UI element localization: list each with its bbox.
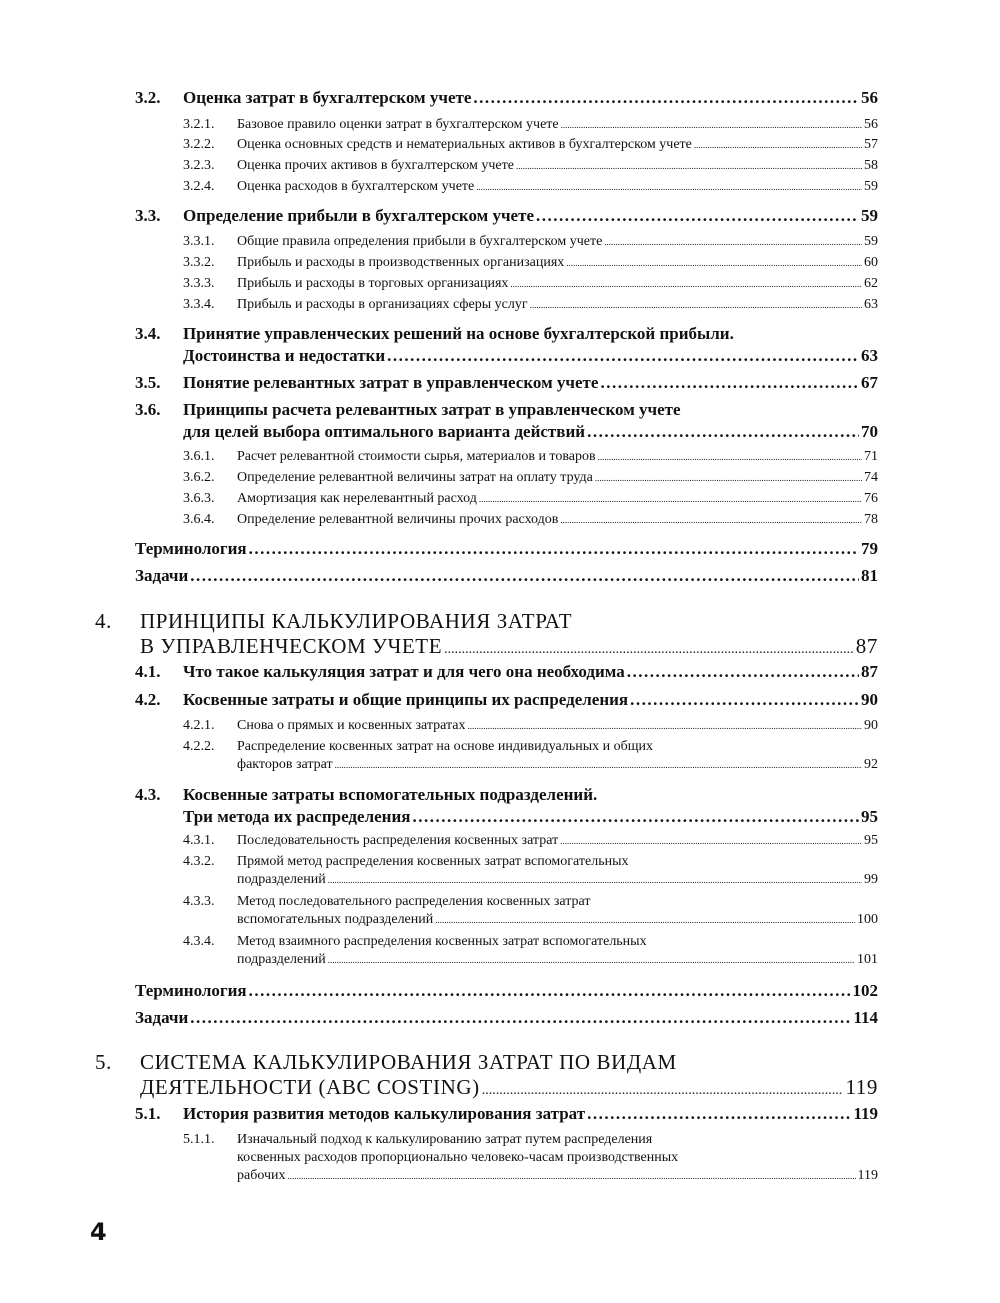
entry-title: Задачи xyxy=(135,1008,189,1027)
page-ref: 56 xyxy=(861,88,878,107)
dot-leader xyxy=(560,515,862,525)
dot-leader xyxy=(473,88,859,108)
dot-leader xyxy=(510,279,862,289)
subsection-title: Оценка прочих активов в бухгалтерском учете xyxy=(237,158,514,173)
toc-entry-4-3-4[interactable] xyxy=(183,934,878,968)
toc-entry-3-3-3[interactable] xyxy=(183,276,878,292)
section-number: 4.1. xyxy=(135,662,161,681)
dot-leader xyxy=(190,566,859,586)
dot-leader xyxy=(561,120,862,130)
toc-entry-tasks-4[interactable] xyxy=(135,1008,878,1028)
entry-title: Терминология xyxy=(135,539,247,558)
subsection-title: Оценка основных средств и нематериальных активов в бухгалтерском учете xyxy=(237,137,692,152)
toc-entry-3-6-4[interactable] xyxy=(183,512,878,528)
page-ref: 90 xyxy=(861,690,878,709)
dot-leader xyxy=(387,346,859,366)
section-title: Определение прибыли в бухгалтерском учете xyxy=(183,206,534,225)
subsection-number: 3.2.1. xyxy=(183,117,215,132)
dot-leader xyxy=(288,1171,856,1181)
page-ref: 62 xyxy=(864,276,878,291)
toc-entry-4-3-1[interactable] xyxy=(183,833,878,849)
page-ref: 59 xyxy=(861,206,878,225)
page-ref: 56 xyxy=(864,117,878,132)
subsection-title-line2: подразделений xyxy=(237,872,326,887)
subsection-title: Базовое правило оценки затрат в бухгалтерском учете xyxy=(237,117,559,132)
section-title-line1: Принятие управленческих решений на основе бухгалтерской прибыли. xyxy=(183,324,734,343)
subsection-number: 4.3.2. xyxy=(183,854,215,869)
page-ref: 119 xyxy=(845,1075,878,1099)
subsection-number: 3.6.3. xyxy=(183,491,215,506)
section-number: 5.1. xyxy=(135,1104,161,1123)
dot-leader xyxy=(479,494,862,504)
toc-entry-3-3-2[interactable] xyxy=(183,255,878,271)
page-ref: 70 xyxy=(861,422,878,441)
dot-leader xyxy=(694,140,862,150)
section-title-line2: Достоинства и недостатки xyxy=(183,346,386,365)
toc-entry-3-2-1[interactable] xyxy=(183,117,878,133)
dot-leader xyxy=(444,642,854,658)
dot-leader xyxy=(335,760,862,770)
subsection-title-line2: вспомогательных подразделений xyxy=(237,912,434,927)
subsection-number: 3.3.2. xyxy=(183,255,215,270)
toc-entry-3-6-1[interactable] xyxy=(183,449,878,465)
subsection-title: Последовательность распределения косвенных затрат xyxy=(237,833,559,848)
subsection-number: 3.2.3. xyxy=(183,158,215,173)
toc-entry-tasks-3[interactable] xyxy=(135,566,878,586)
subsection-number: 3.3.1. xyxy=(183,234,215,249)
dot-leader xyxy=(627,662,859,682)
section-title-line2: для целей выбора оптимального варианта действий xyxy=(183,422,586,441)
toc-entry-4-3[interactable] xyxy=(135,785,878,827)
page-number: 4 xyxy=(90,1218,107,1246)
toc-entry-3-3[interactable] xyxy=(135,206,878,226)
page-ref: 57 xyxy=(864,137,878,152)
subsection-number: 4.2.1. xyxy=(183,718,215,733)
page-ref: 100 xyxy=(857,912,878,927)
subsection-title: Амортизация как нерелевантный расход xyxy=(237,491,477,506)
subsection-title: Общие правила определения прибыли в бухгалтерском учете xyxy=(237,234,603,249)
toc-entry-3-6-3[interactable] xyxy=(183,491,878,507)
page-ref: 67 xyxy=(861,373,878,392)
page-ref: 63 xyxy=(861,346,878,365)
subsection-title-line1: Метод взаимного распределения косвенных затрат вспомогательных xyxy=(237,934,647,949)
page-ref: 101 xyxy=(857,952,878,967)
dot-leader xyxy=(595,473,862,483)
section-number: 3.3. xyxy=(135,206,161,225)
subsection-title-line1: Метод последовательного распределения косвенных затрат xyxy=(237,894,591,909)
dot-leader xyxy=(516,161,862,171)
subsection-number: 3.2.2. xyxy=(183,137,215,152)
page-ref: 95 xyxy=(864,833,878,848)
toc-entry-3-2-2[interactable] xyxy=(183,137,878,153)
subsection-title: Расчет релевантной стоимости сырья, материалов и товаров xyxy=(237,449,596,464)
chapter-title-line1: СИСТЕМА КАЛЬКУЛИРОВАНИЯ ЗАТРАТ ПО ВИДАМ xyxy=(140,1050,677,1074)
page-ref: 71 xyxy=(864,449,878,464)
page-ref: 102 xyxy=(852,981,878,1000)
chapter-title-line2: ДЕЯТЕЛЬНОСТИ (ABC COSTING) xyxy=(140,1075,480,1099)
toc-entry-3-2[interactable] xyxy=(135,88,878,108)
subsection-number: 4.2.2. xyxy=(183,739,215,754)
section-title: Что такое калькуляция затрат и для чего она необходима xyxy=(183,662,625,681)
dot-leader xyxy=(560,836,862,846)
dot-leader xyxy=(412,807,859,827)
subsection-number: 3.2.4. xyxy=(183,179,215,194)
dot-leader xyxy=(328,955,855,965)
dot-leader xyxy=(435,915,855,925)
toc-entry-3-2-4[interactable] xyxy=(183,179,878,195)
subsection-title: Прибыль и расходы в торговых организациях xyxy=(237,276,509,291)
toc-entry-4-2-1[interactable] xyxy=(183,718,878,734)
page-ref: 95 xyxy=(861,807,878,826)
subsection-title-line2: факторов затрат xyxy=(237,757,333,772)
entry-title: Терминология xyxy=(135,981,247,1000)
toc-entry-3-4[interactable] xyxy=(135,324,878,366)
section-number: 4.2. xyxy=(135,690,161,709)
dot-leader xyxy=(566,258,862,268)
toc-entry-4-2[interactable] xyxy=(135,690,878,710)
page-ref: 119 xyxy=(857,1168,878,1183)
dot-leader xyxy=(604,237,862,247)
page-ref: 59 xyxy=(864,234,878,249)
dot-leader xyxy=(249,539,859,559)
toc-entry-3-5[interactable] xyxy=(135,373,878,393)
page-ref: 60 xyxy=(864,255,878,270)
chapter-number: 4. xyxy=(95,609,112,633)
page-ref: 63 xyxy=(864,297,878,312)
section-title: История развития методов калькулирования затрат xyxy=(183,1104,586,1123)
toc-entry-5-1[interactable] xyxy=(135,1104,878,1124)
dot-leader xyxy=(482,1083,844,1099)
subsection-title: Определение релевантной величины прочих расходов xyxy=(237,512,559,527)
page-ref: 114 xyxy=(853,1008,878,1027)
section-number: 4.3. xyxy=(135,785,161,804)
dot-leader xyxy=(530,300,862,310)
section-number: 3.2. xyxy=(135,88,161,107)
dot-leader xyxy=(587,1104,851,1124)
subsection-number: 3.6.4. xyxy=(183,512,215,527)
dot-leader xyxy=(630,690,859,710)
toc-chapter-4[interactable] xyxy=(95,609,878,659)
subsection-title-line1: Прямой метод распределения косвенных затрат вспомогательных xyxy=(237,854,629,869)
subsection-title: Снова о прямых и косвенных затратах xyxy=(237,718,466,733)
dot-leader xyxy=(600,373,859,393)
section-title-line2: Три метода их распределения xyxy=(183,807,411,826)
dot-leader xyxy=(190,1008,851,1028)
subsection-number: 3.6.2. xyxy=(183,470,215,485)
subsection-title: Прибыль и расходы в производственных организациях xyxy=(237,255,565,270)
dot-leader xyxy=(476,182,862,192)
subsection-title-line2: подразделений xyxy=(237,952,326,967)
dot-leader xyxy=(536,206,859,226)
page-ref: 92 xyxy=(864,757,878,772)
dot-leader xyxy=(598,452,862,462)
page-ref: 87 xyxy=(855,634,878,658)
subsection-number: 4.3.1. xyxy=(183,833,215,848)
page-ref: 79 xyxy=(861,539,878,558)
subsection-title-line2: косвенных расходов пропорционально человеко-часам производственных xyxy=(237,1150,679,1165)
toc-entry-terminology-4[interactable] xyxy=(135,981,878,1001)
dot-leader xyxy=(587,422,859,442)
toc-entry-4-1[interactable] xyxy=(135,662,878,682)
page-ref: 99 xyxy=(864,872,878,887)
subsection-title-line3: рабочих xyxy=(237,1168,286,1183)
page-ref: 59 xyxy=(864,179,878,194)
page-ref: 119 xyxy=(853,1104,878,1123)
page-ref: 81 xyxy=(861,566,878,585)
toc-entry-3-6[interactable] xyxy=(135,400,878,442)
toc-entry-3-2-3[interactable] xyxy=(183,158,878,174)
subsection-number: 4.3.3. xyxy=(183,894,215,909)
section-title: Понятие релевантных затрат в управленческом учете xyxy=(183,373,599,392)
entry-title: Задачи xyxy=(135,566,189,585)
section-title-line1: Косвенные затраты вспомогательных подразделений. xyxy=(183,785,598,804)
toc-chapter-5[interactable] xyxy=(95,1050,878,1100)
toc-entry-5-1-1[interactable] xyxy=(183,1132,878,1184)
page-ref: 78 xyxy=(864,512,878,527)
subsection-number: 3.6.1. xyxy=(183,449,215,464)
dot-leader xyxy=(249,981,851,1001)
toc-entry-4-3-3[interactable] xyxy=(183,894,878,928)
toc-entry-terminology-3[interactable] xyxy=(135,539,878,559)
subsection-number: 5.1.1. xyxy=(183,1132,215,1147)
toc-entry-3-3-1[interactable] xyxy=(183,234,878,250)
chapter-title-line2: В УПРАВЛЕНЧЕСКОМ УЧЕТЕ xyxy=(140,634,443,658)
dot-leader xyxy=(328,875,862,885)
page-ref: 87 xyxy=(861,662,878,681)
section-title: Косвенные затраты и общие принципы их распределения xyxy=(183,690,629,709)
section-number: 3.5. xyxy=(135,373,161,392)
subsection-title-line1: Изначальный подход к калькулированию затрат путем распределения xyxy=(237,1132,653,1147)
chapter-number: 5. xyxy=(95,1050,112,1074)
subsection-title: Прибыль и расходы в организациях сферы услуг xyxy=(237,297,528,312)
section-title-line1: Принципы расчета релевантных затрат в управленческом учете xyxy=(183,400,681,419)
page-ref: 90 xyxy=(864,718,878,733)
toc-entry-3-3-4[interactable] xyxy=(183,297,878,313)
subsection-number: 3.3.4. xyxy=(183,297,215,312)
section-number: 3.6. xyxy=(135,400,161,419)
dot-leader xyxy=(467,721,862,731)
page-ref: 76 xyxy=(864,491,878,506)
toc-entry-4-3-2[interactable] xyxy=(183,854,878,888)
subsection-number: 4.3.4. xyxy=(183,934,215,949)
subsection-title: Определение релевантной величины затрат на оплату труда xyxy=(237,470,593,485)
subsection-title-line1: Распределение косвенных затрат на основе индивидуальных и общих xyxy=(237,739,654,754)
chapter-title-line1: ПРИНЦИПЫ КАЛЬКУЛИРОВАНИЯ ЗАТРАТ xyxy=(140,609,573,633)
subsection-number: 3.3.3. xyxy=(183,276,215,291)
subsection-title: Оценка расходов в бухгалтерском учете xyxy=(237,179,475,194)
toc-entry-3-6-2[interactable] xyxy=(183,470,878,486)
toc-entry-4-2-2[interactable] xyxy=(183,739,878,773)
page-ref: 58 xyxy=(864,158,878,173)
section-number: 3.4. xyxy=(135,324,161,343)
page-ref: 74 xyxy=(864,470,878,485)
section-title: Оценка затрат в бухгалтерском учете xyxy=(183,88,472,107)
